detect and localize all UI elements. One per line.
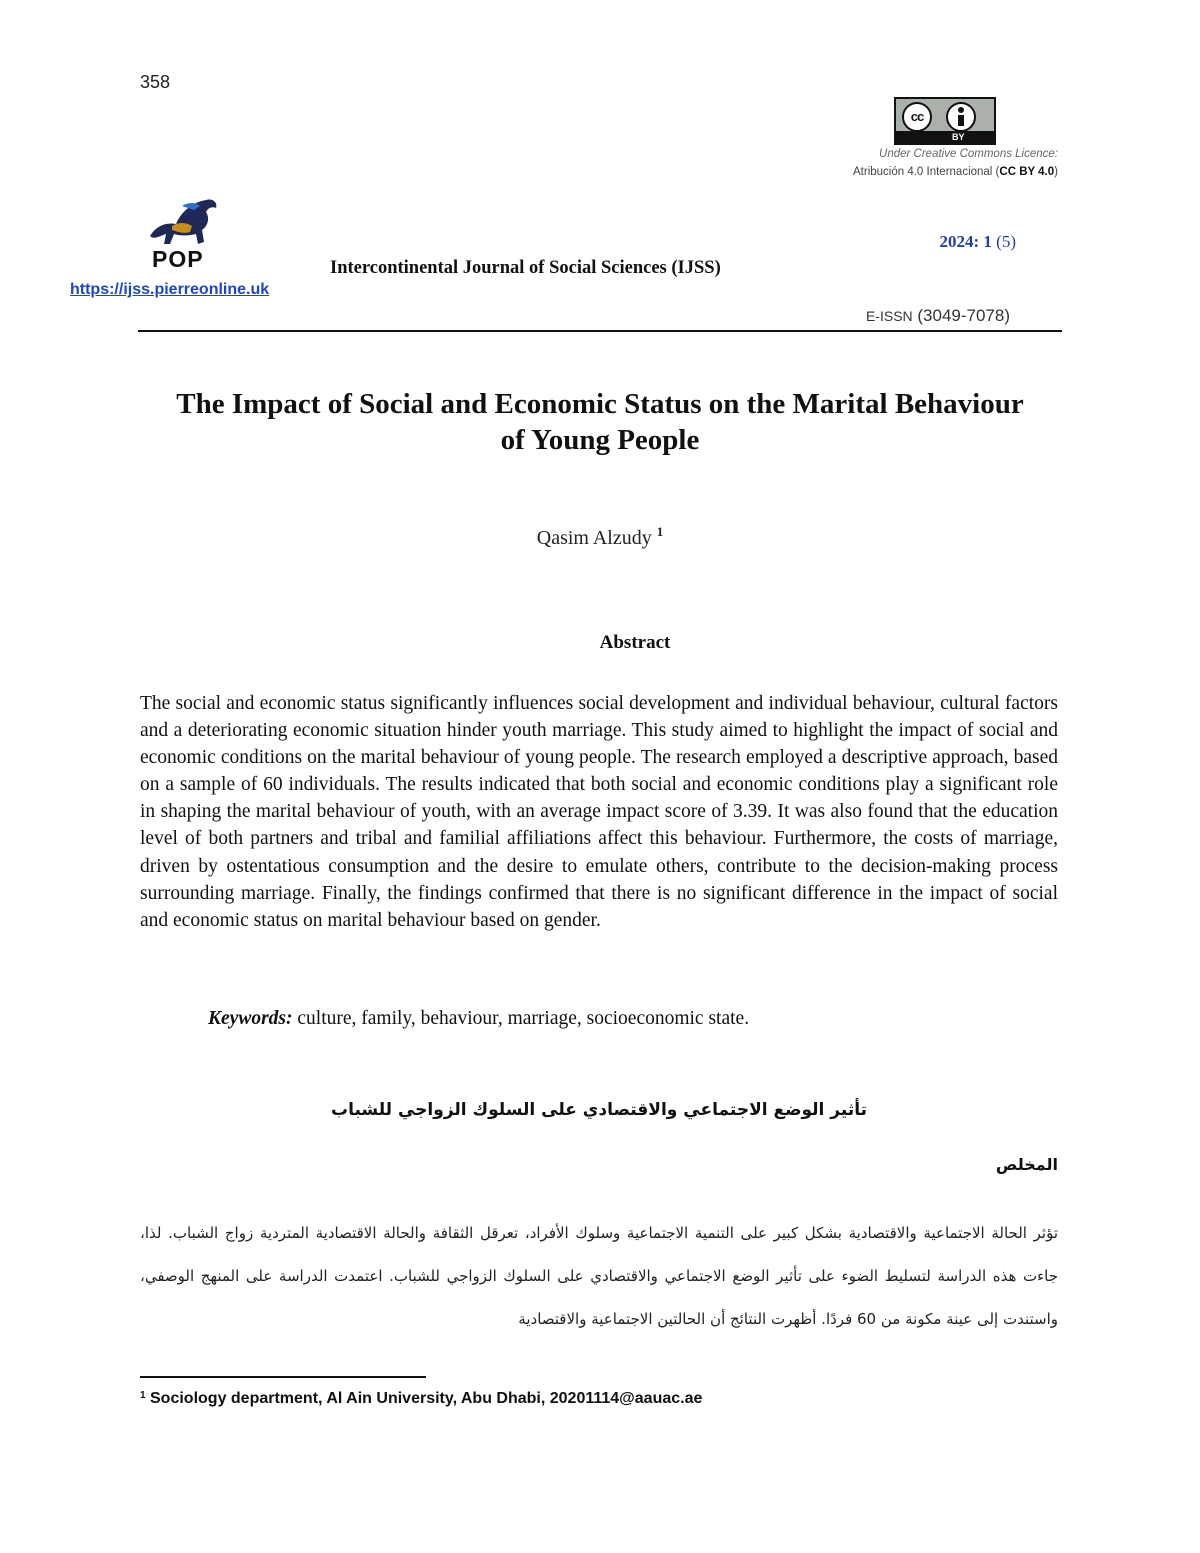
author-name: Qasim Alzudy $^1$ <box>536 524 664 549</box>
footnote-divider <box>140 1376 426 1378</box>
paper-title: The Impact of Social and Economic Status on the Marital Behaviour of Young People <box>176 388 1024 456</box>
arabic-title: تأثير الوضع الاجتماعي والاقتصادي على السلوك الزواجي للشباب <box>331 1100 867 1120</box>
attribution-person-icon <box>946 102 976 132</box>
license-name: Atribución 4.0 Internacional (CC BY 4.0) <box>853 166 1058 178</box>
footnote: $^1$ Sociology department, Al Ain University, Abu Dhabi, 20201114@aauac.ae <box>140 1390 703 1407</box>
page-number: 358 <box>140 72 171 92</box>
license-caption: Under Creative Commons Licence: <box>879 148 1058 160</box>
abstract-body: The social and economic status significantly influences social development and individual behaviour, cultural factors and a deteriorating economic situation hinder youth marriage. This study aimed to highlight the impact of social and economic conditions on the marital behaviour of young people. The research employed a descriptive approach, based on a sample of 60 individuals. The results indicated that both social and economic conditions play a significant role in shaping the marital behaviour of youth, with an average impact score of 3.39. It was also found that the education level of both partners and tribal and familial affiliations affect this behaviour. Furthermore, the costs of marriage, driven by ostentatious consumption and the desire to emulate others, contribute to the decision-making process surrounding marriage. Finally, the findings confirmed that there is no significant difference in the impact of social and economic status on marital behaviour based on gender. <box>140 693 1058 931</box>
publisher-logo-text: POP <box>152 246 204 272</box>
cc-icon: cc <box>902 102 932 132</box>
by-label: BY <box>952 132 965 142</box>
eissn: E-ISSN (3049-7078) <box>865 306 1010 325</box>
journal-website-link[interactable]: https://ijss.pierreonline.uk <box>70 281 270 298</box>
arabic-abstract-body: تؤثر الحالة الاجتماعية والاقتصادية بشكل كبير على التنمية الاجتماعية وسلوك الأفراد، تعرقل الثقافة والحالة الاقتصادية المتردية زواج الشباب. لذا، جاءت هذه الدراسة لتسليط الضوء على تأثير الوضع الاجتماعي والاقتصادي على السلوك الزواجي للشباب. اعتمدت الدراسة على المنهج الوصفي، واستندت إلى عينة مكونة من 60 فردًا. أظهرت النتائج أن الحالتين الاجتماعية والاقتصادية <box>140 1224 1058 1328</box>
issue-number: 2024: 1 (5) <box>939 232 1016 251</box>
journal-name: Intercontinental Journal of Social Sciences (IJSS) <box>330 258 721 278</box>
header-divider <box>138 330 1062 332</box>
abstract-heading: Abstract <box>599 632 671 653</box>
keywords: Keywords: culture, family, behaviour, marriage, socioeconomic state. <box>208 1008 750 1029</box>
cc-by-license-badge[interactable] <box>894 97 996 145</box>
arabic-abstract-heading: المخلص <box>995 1155 1058 1174</box>
